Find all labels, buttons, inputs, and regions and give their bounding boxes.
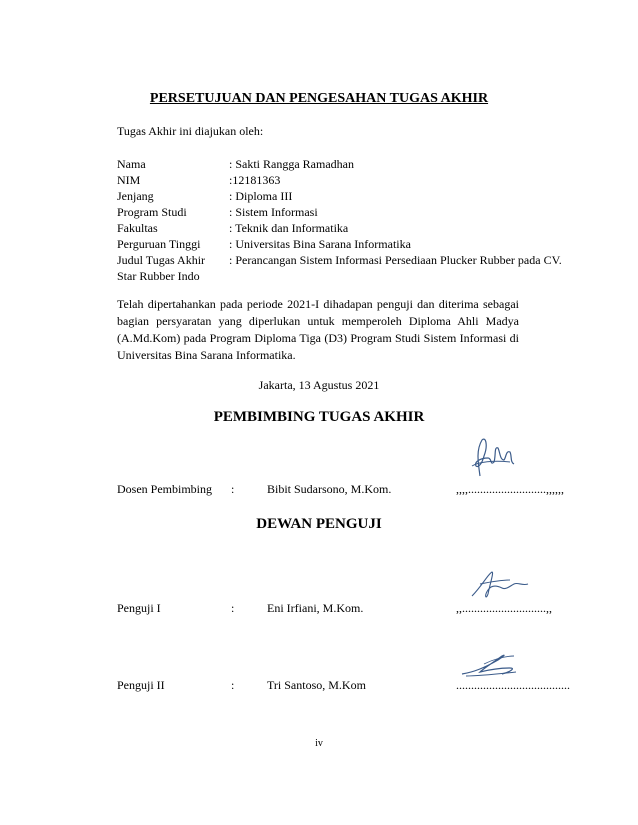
signature-penguji-1 — [462, 566, 542, 606]
identity-row-program-studi — [117, 204, 562, 220]
identity-label: Jenjang — [117, 189, 154, 203]
identity-label: Judul Tugas Akhir — [117, 253, 206, 267]
intro-text: Tugas Akhir ini diajukan oleh: — [117, 124, 264, 138]
signature-line: ,,............................,, — [456, 601, 552, 615]
identity-row-perguruan-tinggi — [117, 236, 562, 252]
signer-role: Penguji II — [117, 678, 165, 692]
identity-row-nama — [117, 156, 562, 172]
signer-name: Bibit Sudarsono, M.Kom. — [267, 482, 392, 496]
identity-row-judul — [117, 252, 562, 268]
signature-line: ,,,,..........................,,,,,, — [456, 482, 564, 496]
penguji-heading: DEWAN PENGUJI — [256, 516, 382, 532]
approval-date: Jakarta, 13 Agustus 2021 — [258, 378, 380, 392]
identity-label: Perguruan Tinggi — [117, 237, 201, 251]
identity-value: : Universitas Bina Sarana Informatika — [229, 237, 411, 251]
signature-pembimbing — [458, 432, 528, 482]
identity-value: : Sistem Informasi — [229, 205, 318, 219]
identity-value: : Teknik dan Informatika — [229, 221, 349, 235]
title-continuation: Star Rubber Indo — [117, 269, 200, 283]
signer-colon: : — [231, 678, 235, 692]
approval-paragraph: Telah dipertahankan pada periode 2021-I dihadapan penguji dan diterima sebagai bagian persyaratan yang diperlukan untuk memperoleh Diploma Ahli Madya (A.Md.Kom) pada Program Diploma Tiga (D3) Program Studi Sistem Informasi di Universitas Bina Sarana Informatika. — [117, 297, 519, 362]
signer-colon: : — [231, 482, 235, 496]
identity-label: NIM — [117, 173, 141, 187]
identity-label: Program Studi — [117, 205, 187, 219]
pembimbing-heading: PEMBIMBING TUGAS AKHIR — [213, 409, 425, 425]
signer-role: Dosen Pembimbing — [117, 482, 212, 496]
signer-name: Eni Irfiani, M.Kom. — [267, 601, 364, 615]
page-title: PERSETUJUAN DAN PENGESAHAN TUGAS AKHIR — [149, 91, 489, 106]
signer-role: Penguji I — [117, 601, 161, 615]
identity-value: :12181363 — [229, 173, 281, 187]
identity-row-nim — [117, 172, 562, 188]
identity-row-jenjang — [117, 188, 562, 204]
identity-row-fakultas — [117, 220, 562, 236]
signer-name: Tri Santoso, M.Kom — [267, 678, 366, 692]
signature-line: ...................................... — [456, 678, 570, 692]
page-number: iv — [315, 738, 323, 749]
student-identity-table — [117, 156, 562, 284]
identity-value: : Perancangan Sistem Informasi Persediaan Plucker Rubber pada CV. — [229, 253, 562, 267]
signer-colon: : — [231, 601, 235, 615]
identity-value: : Sakti Rangga Ramadhan — [229, 157, 354, 171]
identity-label: Nama — [117, 157, 146, 171]
signature-penguji-2 — [454, 646, 534, 682]
identity-label: Fakultas — [117, 221, 158, 235]
identity-value: : Diploma III — [229, 189, 293, 203]
